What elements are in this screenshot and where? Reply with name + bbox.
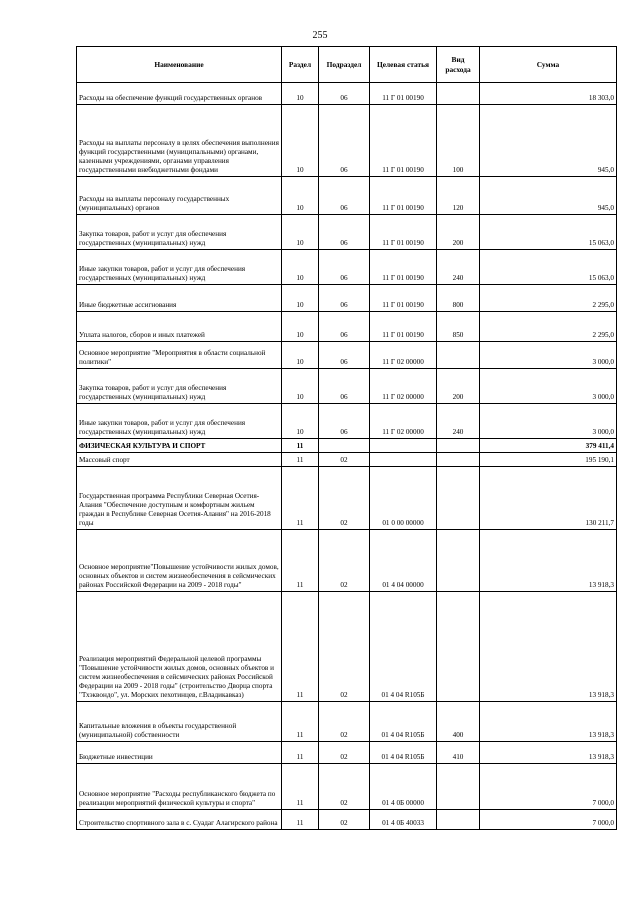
row-razdel-cell: 11	[282, 453, 319, 467]
header-vid: Вид расхода	[437, 47, 480, 83]
row-razdel-cell: 11	[282, 592, 319, 702]
table-header-row	[77, 47, 617, 83]
row-podrazdel-cell: 06	[319, 404, 370, 439]
row-statia-cell: 11 Г 01 00190	[370, 83, 437, 105]
row-statia-cell: 11 Г 01 00190	[370, 312, 437, 342]
page-number: 255	[312, 30, 328, 41]
row-statia-cell: 11 Г 01 00190	[370, 250, 437, 285]
row-summa-cell: 15 063,0	[480, 250, 617, 285]
row-statia-cell: 11 Г 01 00190	[370, 105, 437, 177]
row-summa-cell: 195 190,1	[480, 453, 617, 467]
row-summa-cell: 3 000,0	[480, 404, 617, 439]
row-summa-cell: 13 918,3	[480, 592, 617, 702]
row-razdel-cell: 10	[282, 215, 319, 250]
table-row	[77, 702, 617, 742]
row-statia-cell: 01 4 04 R105Б	[370, 742, 437, 764]
row-name-cell: Закупка товаров, работ и услуг для обеспечения государственных (муниципальных) нужд	[77, 369, 282, 404]
row-podrazdel-cell: 06	[319, 250, 370, 285]
row-name-cell: Уплата налогов, сборов и иных платежей	[77, 312, 282, 342]
table-row	[77, 764, 617, 810]
row-vid-cell	[437, 764, 480, 810]
table-row	[77, 215, 617, 250]
row-razdel-cell: 10	[282, 312, 319, 342]
row-podrazdel-cell: 02	[319, 702, 370, 742]
row-podrazdel-cell: 06	[319, 312, 370, 342]
row-razdel-cell: 11	[282, 702, 319, 742]
row-summa-cell: 379 411,4	[480, 439, 617, 453]
row-name-cell: Капитальные вложения в объекты государственной (муниципальной) собственности	[77, 702, 282, 742]
row-statia-cell: 11 Г 02 00000	[370, 404, 437, 439]
row-name-cell: Иные закупки товаров, работ и услуг для обеспечения государственных (муниципальных) нужд	[77, 404, 282, 439]
row-razdel-cell: 11	[282, 439, 319, 453]
row-razdel-cell: 10	[282, 105, 319, 177]
budget-table	[76, 46, 617, 830]
row-statia-cell: 11 Г 02 00000	[370, 342, 437, 369]
row-podrazdel-cell: 02	[319, 453, 370, 467]
row-name-cell: ФИЗИЧЕСКАЯ КУЛЬТУРА И СПОРТ	[77, 439, 282, 453]
row-name-cell: Расходы на обеспечение функций государственных органов	[77, 83, 282, 105]
row-vid-cell	[437, 592, 480, 702]
row-summa-cell: 7 000,0	[480, 764, 617, 810]
row-name-cell: Реализация мероприятий Федеральной целевой программы "Повышение устойчивости жилых домов, основных объектов и систем жизнеобеспечения в сейсмических районах Российской Федерации на 2009 - 2018 годы" (строительство Дворца спорта "Тхэквондо", ул. Морских пехотинцев, г.Владикавказ)	[77, 592, 282, 702]
table-row	[77, 404, 617, 439]
row-vid-cell: 850	[437, 312, 480, 342]
row-summa-cell: 130 211,7	[480, 467, 617, 530]
row-statia-cell: 11 Г 01 00190	[370, 285, 437, 312]
row-vid-cell	[437, 453, 480, 467]
row-statia-cell: 11 Г 01 00190	[370, 215, 437, 250]
row-vid-cell: 200	[437, 215, 480, 250]
row-statia-cell	[370, 439, 437, 453]
row-summa-cell: 945,0	[480, 177, 617, 215]
row-name-cell: Иные бюджетные ассигнования	[77, 285, 282, 312]
row-razdel-cell: 10	[282, 177, 319, 215]
row-vid-cell	[437, 810, 480, 830]
table-row	[77, 105, 617, 177]
row-vid-cell: 100	[437, 105, 480, 177]
table-row	[77, 467, 617, 530]
header-razdel: Раздел	[282, 47, 319, 83]
row-statia-cell	[370, 453, 437, 467]
table-row	[77, 453, 617, 467]
row-vid-cell: 240	[437, 404, 480, 439]
row-statia-cell: 01 0 00 00000	[370, 467, 437, 530]
row-name-cell: Основное мероприятие"Повышение устойчивости жилых домов, основных объектов и систем жизнеобеспечения в сейсмических районах Российской Федерации на 2009 - 2018 годы"	[77, 530, 282, 592]
table-row	[77, 439, 617, 453]
row-vid-cell	[437, 439, 480, 453]
row-vid-cell: 120	[437, 177, 480, 215]
row-statia-cell: 11 Г 02 00000	[370, 369, 437, 404]
row-vid-cell	[437, 342, 480, 369]
row-razdel-cell: 10	[282, 285, 319, 312]
row-razdel-cell: 11	[282, 810, 319, 830]
header-summa: Сумма	[480, 47, 617, 83]
row-name-cell: Основное мероприятие "Расходы республиканского бюджета по реализации мероприятий физической культуры и спорта"	[77, 764, 282, 810]
row-summa-cell: 13 918,3	[480, 530, 617, 592]
table-row	[77, 83, 617, 105]
row-razdel-cell: 10	[282, 342, 319, 369]
row-name-cell: Иные закупки товаров, работ и услуг для обеспечения государственных (муниципальных) нужд	[77, 250, 282, 285]
row-vid-cell	[437, 530, 480, 592]
row-podrazdel-cell: 06	[319, 285, 370, 312]
row-summa-cell: 3 000,0	[480, 369, 617, 404]
row-vid-cell	[437, 83, 480, 105]
row-razdel-cell: 11	[282, 742, 319, 764]
row-name-cell: Основное мероприятие "Мероприятия в области социальной политики"	[77, 342, 282, 369]
row-razdel-cell: 10	[282, 369, 319, 404]
row-vid-cell: 800	[437, 285, 480, 312]
row-vid-cell	[437, 467, 480, 530]
table-row	[77, 342, 617, 369]
table-row	[77, 177, 617, 215]
row-statia-cell: 01 4 0Б 00000	[370, 764, 437, 810]
row-podrazdel-cell: 06	[319, 177, 370, 215]
row-vid-cell: 400	[437, 702, 480, 742]
row-summa-cell: 2 295,0	[480, 285, 617, 312]
row-summa-cell: 13 918,3	[480, 742, 617, 764]
row-statia-cell: 01 4 0Б 40033	[370, 810, 437, 830]
row-statia-cell: 01 4 04 R105Б	[370, 592, 437, 702]
row-podrazdel-cell: 06	[319, 342, 370, 369]
row-statia-cell: 11 Г 01 00190	[370, 177, 437, 215]
table-row	[77, 250, 617, 285]
row-name-cell: Массовый спорт	[77, 453, 282, 467]
row-summa-cell: 18 303,0	[480, 83, 617, 105]
row-razdel-cell: 10	[282, 83, 319, 105]
row-name-cell: Бюджетные инвестиции	[77, 742, 282, 764]
header-name: Наименование	[77, 47, 282, 83]
row-podrazdel-cell: 06	[319, 215, 370, 250]
row-name-cell: Государственная программа Республики Северная Осетия-Алания "Обеспечение доступным и комфортным жильем граждан в Республике Северная Осетия-Алания" на 2016-2018 годы	[77, 467, 282, 530]
header-statia: Целевая статья	[370, 47, 437, 83]
row-razdel-cell: 11	[282, 530, 319, 592]
row-summa-cell: 2 295,0	[480, 312, 617, 342]
row-razdel-cell: 10	[282, 250, 319, 285]
table-row	[77, 742, 617, 764]
row-summa-cell: 7 000,0	[480, 810, 617, 830]
row-razdel-cell: 10	[282, 404, 319, 439]
row-vid-cell: 200	[437, 369, 480, 404]
row-vid-cell: 240	[437, 250, 480, 285]
row-podrazdel-cell: 06	[319, 369, 370, 404]
row-podrazdel-cell: 02	[319, 530, 370, 592]
row-podrazdel-cell: 02	[319, 742, 370, 764]
row-podrazdel-cell: 06	[319, 105, 370, 177]
table-row	[77, 810, 617, 830]
row-statia-cell: 01 4 04 00000	[370, 530, 437, 592]
row-podrazdel-cell: 02	[319, 467, 370, 530]
row-summa-cell: 13 918,3	[480, 702, 617, 742]
row-summa-cell: 3 000,0	[480, 342, 617, 369]
row-name-cell: Закупка товаров, работ и услуг для обеспечения государственных (муниципальных) нужд	[77, 215, 282, 250]
row-podrazdel-cell	[319, 439, 370, 453]
row-podrazdel-cell: 02	[319, 764, 370, 810]
row-razdel-cell: 11	[282, 764, 319, 810]
row-summa-cell: 945,0	[480, 105, 617, 177]
row-name-cell: Расходы на выплаты персоналу государственных (муниципальных) органов	[77, 177, 282, 215]
row-name-cell: Расходы на выплаты персоналу в целях обеспечения выполнения функций государственными (муниципальными) органами, казенными учреждениями, органами управления государственными внебюджетными фондами	[77, 105, 282, 177]
row-name-cell: Строительство спортивного зала в с. Суадаг Алагирского района	[77, 810, 282, 830]
table-row	[77, 530, 617, 592]
table-row	[77, 285, 617, 312]
row-razdel-cell: 11	[282, 467, 319, 530]
table-row	[77, 592, 617, 702]
row-podrazdel-cell: 02	[319, 592, 370, 702]
row-statia-cell: 01 4 04 R105Б	[370, 702, 437, 742]
row-summa-cell: 15 063,0	[480, 215, 617, 250]
row-podrazdel-cell: 02	[319, 810, 370, 830]
table-row	[77, 369, 617, 404]
row-vid-cell: 410	[437, 742, 480, 764]
header-podrazdel: Подраздел	[319, 47, 370, 83]
table-row	[77, 312, 617, 342]
row-podrazdel-cell: 06	[319, 83, 370, 105]
